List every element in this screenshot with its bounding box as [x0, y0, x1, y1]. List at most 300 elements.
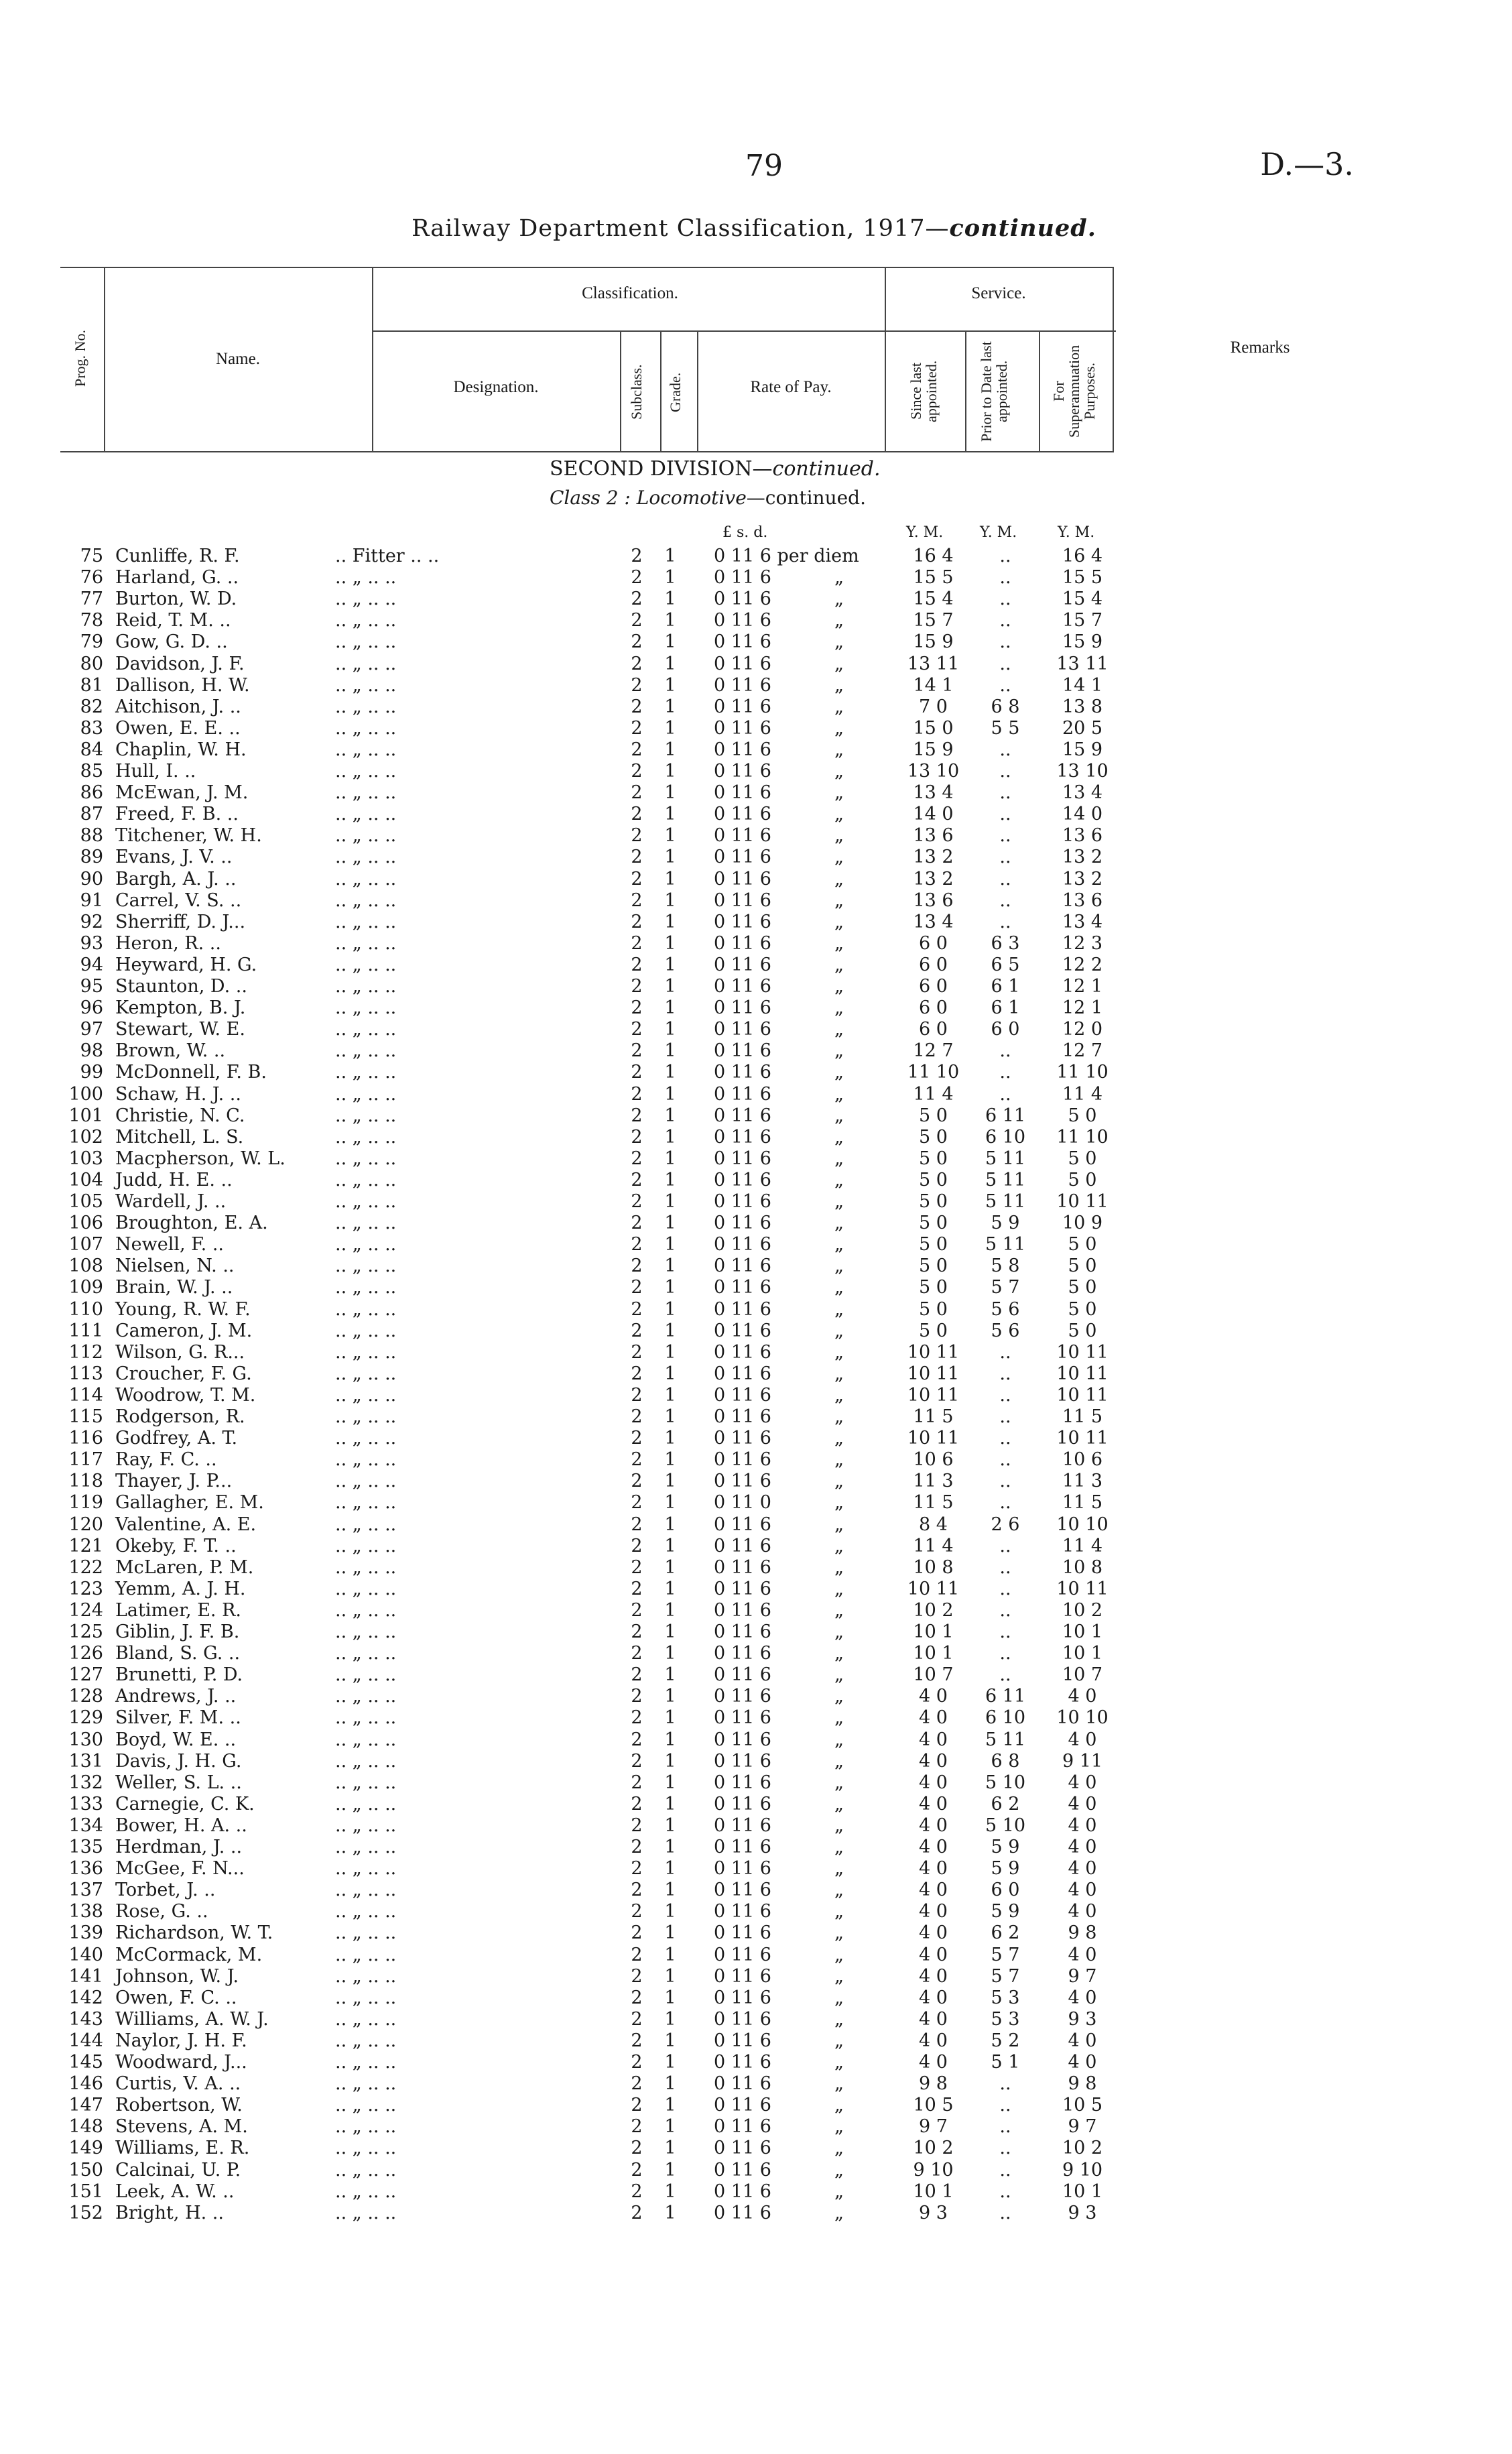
prior-to-date-cell: ..	[999, 804, 1011, 825]
name-cell: Weller, S. L. ..	[115, 1772, 242, 1793]
superannuation-cell: 15 7	[1062, 610, 1103, 631]
rate-of-pay-cell: 0 11 6	[714, 674, 771, 696]
name-cell: Gallagher, E. M.	[115, 1492, 264, 1514]
prog-no-cell: 144	[68, 2030, 103, 2051]
ditto-mark-cell: „	[834, 868, 844, 889]
designation-cell: .. „ .. ..	[335, 1965, 397, 1987]
since-last-cell: 10 2	[913, 1599, 954, 1621]
grade-cell: 1	[664, 1837, 676, 1857]
name-cell: Davis, J. H. G.	[115, 1750, 242, 1772]
name-cell: Boyd, W. E. ..	[115, 1729, 237, 1750]
superannuation-cell: 10 1	[1062, 2181, 1103, 2202]
prog-no-cell: 82	[80, 696, 103, 717]
prior-to-date-cell: ..	[999, 610, 1011, 631]
since-last-cell: 14 1	[913, 674, 954, 696]
rate-of-pay-cell: 0 11 6	[714, 2159, 771, 2181]
since-last-cell: 9 7	[919, 2116, 948, 2138]
grade-cell: 1	[664, 1880, 676, 1901]
designation-cell: .. „ .. ..	[335, 2030, 397, 2051]
ditto-mark-cell: „	[834, 932, 844, 954]
superannuation-cell: 13 6	[1062, 825, 1103, 847]
divider-service-remarks	[1113, 267, 1114, 452]
name-cell: Brown, W. ..	[115, 1040, 226, 1062]
table-row	[0, 1084, 1512, 1105]
prior-to-date-cell: 6 10	[985, 1126, 1026, 1148]
table-row	[0, 567, 1512, 589]
prog-no-cell: 130	[68, 1729, 103, 1750]
subclass-cell: 2	[631, 761, 643, 782]
class-heading	[550, 487, 1019, 509]
subclass-cell: 2	[631, 1815, 643, 1836]
designation-cell: .. „ .. ..	[335, 610, 397, 631]
since-last-cell: 4 0	[919, 1837, 948, 1857]
superannuation-cell: 5 0	[1068, 1169, 1097, 1190]
subclass-cell: 2	[631, 1320, 643, 1341]
designation-cell: .. „ .. ..	[335, 1062, 397, 1083]
since-last-cell: 4 0	[919, 1815, 948, 1836]
subclass-cell: 2	[631, 825, 643, 847]
prior-to-date-cell: ..	[999, 589, 1011, 610]
prog-no-cell: 78	[80, 610, 103, 631]
grade-cell: 1	[664, 1169, 676, 1190]
superannuation-cell: 14 1	[1062, 674, 1103, 696]
prior-to-date-cell: 5 10	[985, 1772, 1026, 1793]
superannuation-cell: 9 11	[1062, 1750, 1103, 1772]
designation-cell: .. „ .. ..	[335, 1858, 397, 1880]
subclass-cell: 2	[631, 1556, 643, 1578]
rate-of-pay-cell: 0 11 6	[714, 1406, 771, 1427]
prog-no-cell: 113	[68, 1363, 103, 1384]
superannuation-cell: 5 0	[1068, 1148, 1097, 1169]
since-last-cell: 11 4	[913, 1535, 954, 1556]
grade-cell: 1	[664, 997, 676, 1019]
since-last-cell: 13 4	[913, 911, 954, 932]
prior-to-date-cell: ..	[999, 761, 1011, 782]
since-last-cell: 10 8	[913, 1556, 954, 1578]
prior-to-date-cell: 5 2	[991, 2030, 1020, 2051]
ditto-mark-cell: „	[834, 1213, 844, 1234]
superannuation-cell: 12 2	[1062, 954, 1103, 975]
prior-to-date-cell: ..	[999, 1363, 1011, 1384]
since-last-cell: 5 0	[919, 1255, 948, 1277]
subclass-cell: 2	[631, 889, 643, 911]
rate-of-pay-cell: 0 11 6	[714, 1083, 771, 1105]
subclass-cell: 2	[631, 653, 643, 674]
prior-to-date-cell: 5 6	[991, 1320, 1020, 1341]
prior-to-date-cell: ..	[999, 1492, 1011, 1514]
name-cell: Giblin, J. F. B.	[115, 1621, 240, 1642]
ditto-mark-cell: „	[834, 696, 844, 717]
rate-of-pay-cell: 0 11 6	[714, 717, 771, 739]
grade-cell: 1	[664, 761, 676, 782]
grade-cell: 1	[664, 631, 676, 653]
since-last-cell: 4 0	[919, 1707, 948, 1729]
grade-cell: 1	[664, 1729, 676, 1750]
table-row	[0, 1536, 1512, 1557]
rate-of-pay-cell: 0 11 6	[714, 696, 771, 717]
grade-cell: 1	[664, 1944, 676, 1965]
ditto-mark-cell: „	[834, 1535, 844, 1556]
ditto-mark-cell: „	[834, 1083, 844, 1105]
since-last-cell: 5 0	[919, 1213, 948, 1234]
prog-no-cell: 148	[68, 2116, 103, 2138]
rate-of-pay-cell: 0 11 6	[714, 1062, 771, 1083]
since-last-cell: 5 0	[919, 1277, 948, 1298]
prog-no-cell: 131	[68, 1750, 103, 1772]
prog-no-cell: 93	[80, 932, 103, 954]
col-header-grade: Grade.	[667, 372, 684, 412]
subclass-cell: 2	[631, 1169, 643, 1190]
table-row	[0, 1019, 1512, 1040]
designation-cell: .. „ .. ..	[335, 889, 397, 911]
name-cell: Ray, F. C. ..	[115, 1449, 217, 1471]
subclass-cell: 2	[631, 1040, 643, 1062]
grade-cell: 1	[664, 1750, 676, 1772]
table-row	[0, 1922, 1512, 1944]
ditto-mark-cell: „	[834, 653, 844, 674]
grade-cell: 1	[664, 1234, 676, 1255]
subclass-cell: 2	[631, 1664, 643, 1686]
ditto-mark-cell: „	[834, 1664, 844, 1686]
prog-no-cell: 127	[68, 1664, 103, 1686]
subclass-cell: 2	[631, 976, 643, 997]
subclass-cell: 2	[631, 1837, 643, 1857]
prior-to-date-cell: 6 8	[991, 696, 1020, 717]
designation-cell: .. „ .. ..	[335, 825, 397, 847]
subclass-cell: 2	[631, 1514, 643, 1535]
designation-cell: .. „ .. ..	[335, 739, 397, 760]
prog-no-cell: 103	[68, 1148, 103, 1169]
rate-of-pay-cell: 0 11 6	[714, 1169, 771, 1190]
table-row	[0, 1579, 1512, 1600]
grade-cell: 1	[664, 2116, 676, 2138]
superannuation-cell: 11 5	[1062, 1492, 1103, 1514]
name-cell: Judd, H. E. ..	[115, 1169, 233, 1190]
table-row	[0, 890, 1512, 912]
designation-cell: .. „ .. ..	[335, 782, 397, 804]
rate-of-pay-cell: 0 11 6	[714, 1428, 771, 1449]
rate-of-pay-cell: 0 11 6	[714, 997, 771, 1019]
subclass-cell: 2	[631, 1471, 643, 1492]
grade-cell: 1	[664, 1492, 676, 1514]
name-cell: McDonnell, F. B.	[115, 1062, 267, 1083]
divider-sub-grade	[660, 330, 662, 452]
superannuation-cell: 11 5	[1062, 1406, 1103, 1427]
prog-no-cell: 134	[68, 1815, 103, 1836]
name-cell: Rodgerson, R.	[115, 1406, 245, 1427]
prog-no-cell: 135	[68, 1837, 103, 1857]
designation-cell: .. „ .. ..	[335, 567, 397, 589]
rate-of-pay-cell: 0 11 6	[714, 1556, 771, 1578]
prog-no-cell: 112	[68, 1341, 103, 1363]
subclass-cell: 2	[631, 1686, 643, 1707]
table-row	[0, 739, 1512, 761]
grade-cell: 1	[664, 889, 676, 911]
rate-of-pay-cell: 0 11 6	[714, 1449, 771, 1471]
prog-no-cell: 111	[68, 1320, 103, 1341]
grade-cell: 1	[664, 1556, 676, 1578]
subclass-cell: 2	[631, 1105, 643, 1126]
grade-cell: 1	[664, 868, 676, 889]
table-row	[0, 2203, 1512, 2224]
table-row	[0, 825, 1512, 847]
name-cell: Broughton, E. A.	[115, 1213, 268, 1234]
designation-cell: .. „ .. ..	[335, 1449, 397, 1471]
ditto-mark-cell: „	[834, 589, 844, 610]
since-last-cell: 9 10	[913, 2159, 954, 2181]
prior-to-date-cell: ..	[999, 889, 1011, 911]
grade-cell: 1	[664, 1148, 676, 1169]
document-title	[302, 214, 1206, 242]
rate-of-pay-cell: 0 11 6	[714, 1901, 771, 1922]
class-name: Locomotive	[636, 487, 747, 509]
prior-to-date-cell: ..	[999, 2159, 1011, 2181]
prog-no-cell: 124	[68, 1599, 103, 1621]
name-cell: Brunetti, P. D.	[115, 1664, 243, 1686]
ditto-mark-cell: „	[834, 2116, 844, 2138]
since-last-cell: 4 0	[919, 1901, 948, 1922]
subclass-cell: 2	[631, 1750, 643, 1772]
grade-cell: 1	[664, 2159, 676, 2181]
since-last-cell: 11 5	[913, 1406, 954, 1427]
superannuation-cell: 15 9	[1062, 739, 1103, 760]
since-last-cell: 5 0	[919, 1320, 948, 1341]
name-cell: Leek, A. W. ..	[115, 2181, 235, 2202]
prior-to-date-cell: ..	[999, 847, 1011, 868]
grade-cell: 1	[664, 1255, 676, 1277]
table-row	[0, 1321, 1512, 1342]
prog-no-cell: 115	[68, 1406, 103, 1427]
prog-no-cell: 83	[80, 717, 103, 739]
since-last-cell: 10 11	[907, 1578, 960, 1599]
rate-of-pay-cell: 0 11 6	[714, 2030, 771, 2051]
ditto-mark-cell: „	[834, 1707, 844, 1729]
since-last-cell: 4 0	[919, 1686, 948, 1707]
name-cell: Carrel, V. S. ..	[115, 889, 242, 911]
prior-to-date-cell: 6 8	[991, 1750, 1020, 1772]
since-last-cell: 4 0	[919, 1750, 948, 1772]
since-last-cell: 16 4	[913, 546, 954, 566]
superannuation-cell: 10 7	[1062, 1664, 1103, 1686]
superannuation-cell: 10 11	[1056, 1191, 1109, 1212]
prog-no-cell: 121	[68, 1535, 103, 1556]
ditto-mark-cell: „	[834, 2008, 844, 2030]
prior-to-date-cell: 5 11	[985, 1148, 1026, 1169]
name-cell: Robertson, W.	[115, 2095, 243, 2116]
grade-cell: 1	[664, 1384, 676, 1406]
subclass-cell: 2	[631, 2008, 643, 2030]
col-header-superannuation: For Superannuation Purposes.	[1050, 345, 1098, 438]
designation-cell: .. „ .. ..	[335, 1901, 397, 1922]
superannuation-cell: 4 0	[1068, 1944, 1097, 1965]
name-cell: McCormack, M.	[115, 1944, 263, 1965]
grade-cell: 1	[664, 1578, 676, 1599]
grade-cell: 1	[664, 1126, 676, 1148]
ditto-mark-cell: „	[834, 825, 844, 847]
subclass-cell: 2	[631, 1213, 643, 1234]
table-row	[0, 1966, 1512, 1987]
grade-cell: 1	[664, 1449, 676, 1471]
ditto-mark-cell: „	[834, 2073, 844, 2095]
grade-cell: 1	[664, 954, 676, 975]
name-cell: Johnson, W. J.	[115, 1965, 239, 1987]
rate-of-pay-cell: 0 11 6	[714, 825, 771, 847]
rate-of-pay-cell: 0 11 6	[714, 1148, 771, 1169]
table-row	[0, 1406, 1512, 1428]
superannuation-cell: 16 4	[1062, 546, 1103, 566]
superannuation-cell: 5 0	[1068, 1255, 1097, 1277]
ditto-mark-cell: „	[834, 1019, 844, 1040]
rate-of-pay-cell: 0 11 6	[714, 1040, 771, 1062]
name-cell: Newell, F. ..	[115, 1234, 224, 1255]
name-cell: Schaw, H. J. ..	[115, 1083, 241, 1105]
table-row	[0, 1255, 1512, 1277]
table-row	[0, 1040, 1512, 1062]
subclass-cell: 2	[631, 868, 643, 889]
name-cell: Naylor, J. H. F.	[115, 2030, 247, 2051]
prior-to-date-cell: ..	[999, 1083, 1011, 1105]
prog-no-cell: 90	[80, 868, 103, 889]
grade-cell: 1	[664, 1298, 676, 1320]
name-cell: Owen, F. C. ..	[115, 1987, 237, 2008]
designation-cell: .. „ .. ..	[335, 1643, 397, 1664]
subclass-cell: 2	[631, 1363, 643, 1384]
ditto-mark-cell: „	[834, 997, 844, 1019]
superannuation-cell: 10 11	[1056, 1428, 1109, 1449]
prior-to-date-cell: ..	[999, 782, 1011, 804]
since-last-cell: 11 3	[913, 1471, 954, 1492]
ditto-mark-cell: „	[834, 739, 844, 760]
superannuation-cell: 9 10	[1062, 2159, 1103, 2181]
subclass-cell: 2	[631, 1062, 643, 1083]
grade-cell: 1	[664, 1428, 676, 1449]
grade-cell: 1	[664, 932, 676, 954]
table-row	[0, 2095, 1512, 2116]
ditto-mark-cell: „	[834, 1901, 844, 1922]
rate-of-pay-cell: 0 11 6	[714, 1858, 771, 1880]
ditto-mark-cell: „	[834, 1277, 844, 1298]
rate-of-pay-cell: 0 11 6	[714, 2095, 771, 2116]
prog-no-cell: 143	[68, 2008, 103, 2030]
prior-to-date-cell: 6 1	[991, 997, 1020, 1019]
rate-of-pay-cell: 0 11 6	[714, 1019, 771, 1040]
superannuation-cell: 13 4	[1062, 782, 1103, 804]
name-cell: Curtis, V. A. ..	[115, 2073, 241, 2095]
ditto-mark-cell: „	[834, 1514, 844, 1535]
divider-since-prior	[965, 330, 966, 452]
superannuation-cell: 14 0	[1062, 804, 1103, 825]
superannuation-cell: 5 0	[1068, 1234, 1097, 1255]
rate-of-pay-cell: 0 11 6	[714, 2008, 771, 2030]
name-cell: Nielsen, N. ..	[115, 1255, 235, 1277]
superannuation-cell: 5 0	[1068, 1105, 1097, 1126]
prog-no-cell: 125	[68, 1621, 103, 1642]
prog-no-cell: 145	[68, 2052, 103, 2073]
since-last-cell: 13 4	[913, 782, 954, 804]
ditto-mark-cell: „	[834, 610, 844, 631]
rate-of-pay-cell: 0 11 6	[714, 653, 771, 674]
superannuation-cell: 10 10	[1056, 1514, 1109, 1535]
subclass-cell: 2	[631, 932, 643, 954]
since-last-cell: 4 0	[919, 1880, 948, 1901]
superannuation-cell: 4 0	[1068, 2030, 1097, 2051]
table-row	[0, 782, 1512, 804]
subclass-cell: 2	[631, 1922, 643, 1944]
prior-to-date-cell: ..	[999, 1449, 1011, 1471]
prog-no-cell: 128	[68, 1686, 103, 1707]
name-cell: Latimer, E. R.	[115, 1599, 241, 1621]
designation-cell: .. „ .. ..	[335, 2073, 397, 2095]
since-last-cell: 13 2	[913, 847, 954, 868]
prog-no-cell: 89	[80, 847, 103, 868]
rate-of-pay-cell: 0 11 6	[714, 1105, 771, 1126]
table-row	[0, 1148, 1512, 1170]
subclass-cell: 2	[631, 696, 643, 717]
ditto-mark-cell: „	[834, 1255, 844, 1277]
table-row	[0, 2030, 1512, 2052]
rate-of-pay-cell: 0 11 6	[714, 1922, 771, 1944]
grade-cell: 1	[664, 1514, 676, 1535]
superannuation-cell: 12 0	[1062, 1019, 1103, 1040]
since-last-cell: 13 2	[913, 868, 954, 889]
designation-cell: .. „ .. ..	[335, 1556, 397, 1578]
table-row	[0, 2181, 1512, 2203]
super-units: Y. M.	[1058, 524, 1095, 541]
superannuation-cell: 13 11	[1056, 653, 1109, 674]
name-cell: Richardson, W. T.	[115, 1922, 273, 1944]
subclass-cell: 2	[631, 1965, 643, 1987]
ditto-mark-cell: „	[834, 1772, 844, 1793]
rate-of-pay-cell: 0 11 6	[714, 1837, 771, 1857]
table-row	[0, 1428, 1512, 1449]
name-cell: Cameron, J. M.	[115, 1320, 253, 1341]
rate-of-pay-cell: 0 11 6	[714, 1126, 771, 1148]
prog-no-cell: 149	[68, 2138, 103, 2159]
since-units: Y. M.	[906, 524, 944, 541]
rate-of-pay-cell: 0 11 6	[714, 2181, 771, 2202]
grade-cell: 1	[664, 1815, 676, 1836]
designation-cell: .. „ .. ..	[335, 1040, 397, 1062]
prior-to-date-cell: ..	[999, 631, 1011, 653]
superannuation-cell: 13 2	[1062, 868, 1103, 889]
prog-no-cell: 152	[68, 2202, 103, 2223]
designation-cell: .. „ .. ..	[335, 653, 397, 674]
table-row	[0, 1191, 1512, 1213]
table-row	[0, 933, 1512, 955]
subclass-cell: 2	[631, 546, 643, 566]
name-cell: Dallison, H. W.	[115, 674, 250, 696]
table-row	[0, 997, 1512, 1019]
table-row	[0, 1213, 1512, 1234]
name-cell: Owen, E. E. ..	[115, 717, 241, 739]
since-last-cell: 4 0	[919, 1858, 948, 1880]
prog-no-cell: 108	[68, 1255, 103, 1277]
since-last-cell: 13 6	[913, 825, 954, 847]
table-row	[0, 2009, 1512, 2030]
since-last-cell: 13 6	[913, 889, 954, 911]
designation-cell: .. „ .. ..	[335, 1837, 397, 1857]
col-header-designation: Designation.	[453, 378, 539, 396]
page-number: 79	[745, 149, 783, 183]
subclass-cell: 2	[631, 1298, 643, 1320]
ditto-mark-cell: „	[834, 1169, 844, 1190]
since-last-cell: 8 4	[919, 1514, 948, 1535]
rate-of-pay-cell: 0 11 6	[714, 1729, 771, 1750]
prior-to-date-cell: 5 5	[991, 717, 1020, 739]
prior-to-date-cell: 6 1	[991, 976, 1020, 997]
superannuation-cell: 12 3	[1062, 932, 1103, 954]
superannuation-cell: 15 4	[1062, 589, 1103, 610]
